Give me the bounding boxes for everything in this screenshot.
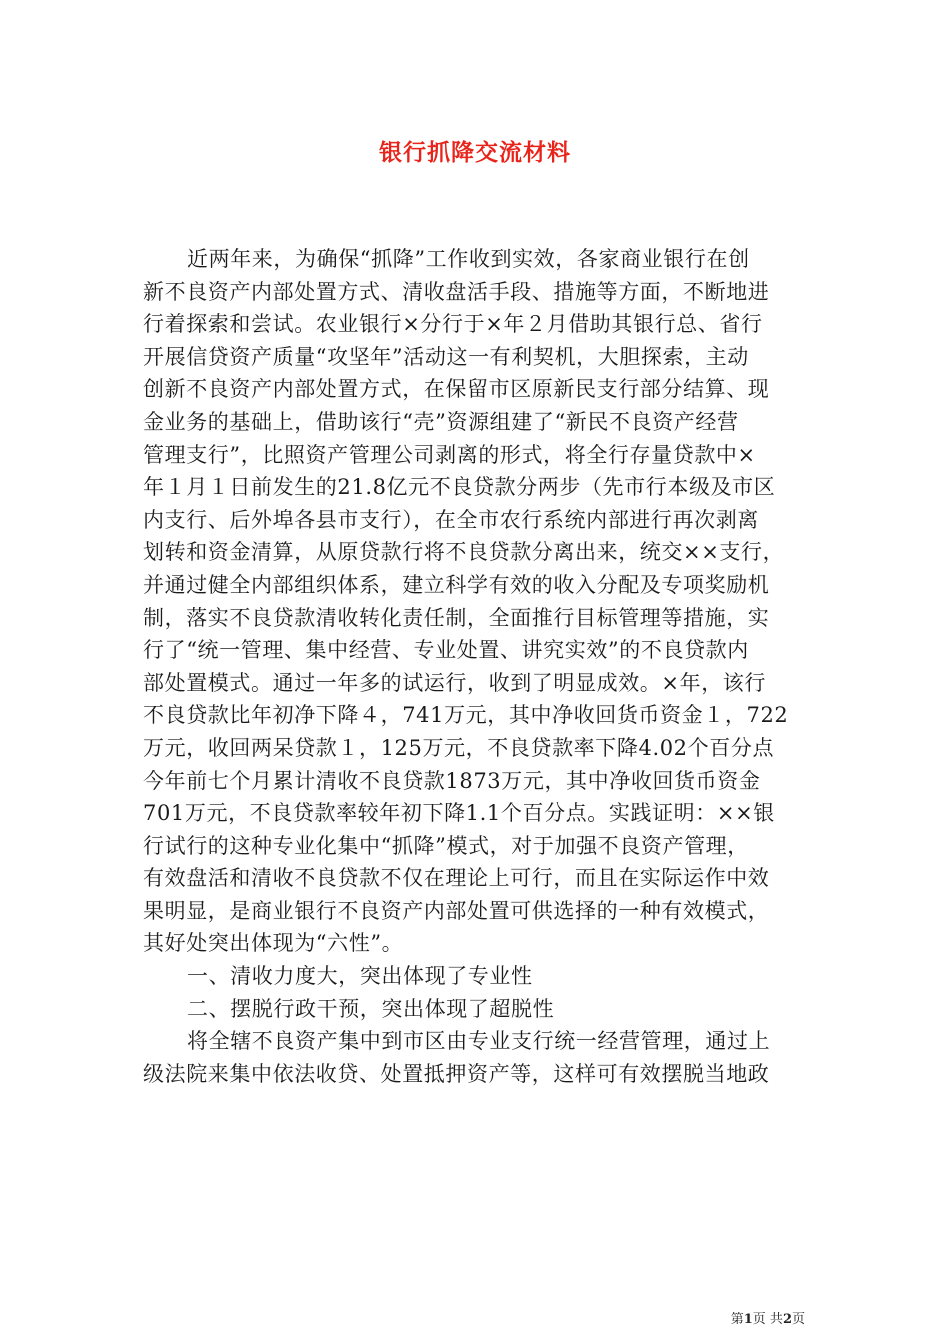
document-title: 银行抓降交流材料 [379, 139, 571, 166]
text-line: 并通过健全内部组织体系，建立科学有效的收入分配及专项奖励机 [143, 572, 770, 597]
text-line: 年１月１日前发生的21.8亿元不良贷款分两步（先市行本级及市区 [143, 475, 776, 500]
text-line: 创新不良资产内部处置方式，在保留市区原新民支行部分结算、现 [143, 377, 770, 402]
text-line: 开展信贷资产质量“攻坚年”活动这一有利契机，大胆探索，主动 [143, 344, 749, 369]
text-line: 万元，收回两呆贷款１，125万元，不良贷款率下降4.02个百分点 [143, 735, 775, 760]
section-heading: 一、清收力度大，突出体现了专业性 [187, 964, 533, 989]
footer-total-pages: 2 [782, 1312, 792, 1327]
text-line: 级法院来集中依法收贷、处置抵押资产等，这样可有效摆脱当地政 [143, 1061, 770, 1086]
text-line: 管理支行”，比照资产管理公司剥离的形式，将全行存量贷款中× [143, 442, 756, 467]
text-line: 部处置模式。通过一年多的试运行，收到了明显成效。×年，该行 [143, 670, 766, 695]
text-line: 701万元，不良贷款率较年初下降1.1个百分点。实践证明：××银 [143, 801, 775, 826]
footer-suffix: 页 [791, 1312, 805, 1327]
text-line: 今年前七个月累计清收不良贷款1873万元，其中净收回货币资金 [143, 768, 761, 793]
text-line: 制，落实不良贷款清收转化责任制，全面推行目标管理等措施，实 [143, 605, 770, 630]
text-line: 金业务的基础上，借助该行“壳”资源组建了“新民不良资产经营 [143, 409, 739, 434]
footer-current-page: 1 [743, 1312, 753, 1327]
text-line: 果明显，是商业银行不良资产内部处置可供选择的一种有效模式， [143, 898, 770, 923]
page-footer [731, 1308, 805, 1327]
text-line: 其好处突出体现为“六性”。 [143, 931, 404, 956]
text-line: 新不良资产内部处置方式、清收盘活手段、措施等方面，不断地进 [143, 279, 770, 304]
document-body [143, 243, 809, 1090]
text-line: 不良贷款比年初净下降４，741万元，其中净收回货币资金１，722 [143, 703, 789, 728]
text-line: 行着探索和尝试。农业银行×分行于×年２月借助其银行总、省行 [143, 312, 763, 337]
section-heading: 二、摆脱行政干预，突出体现了超脱性 [187, 996, 555, 1021]
text-line: 行试行的这种专业化集中“抓降”模式，对于加强不良资产管理， [143, 833, 749, 858]
footer-prefix: 第 [730, 1312, 744, 1327]
text-line: 将全辖不良资产集中到市区由专业支行统一经营管理，通过上 [187, 1029, 771, 1054]
text-line: 划转和资金清算，从原贷款行将不良贷款分离出来，统交××支行， [143, 540, 785, 565]
footer-middle: 页 共 [752, 1312, 783, 1327]
text-line: 内支行、后外埠各县市支行），在全市农行系统内部进行再次剥离 [143, 507, 759, 532]
text-line: 近两年来，为确保“抓降”工作收到实效，各家商业银行在创 [187, 247, 750, 271]
text-line: 有效盘活和清收不良贷款不仅在理论上可行，而且在实际运作中效 [143, 866, 770, 891]
text-line: 行了“统一管理、集中经营、专业处置、讲究实效”的不良贷款内 [143, 638, 749, 663]
